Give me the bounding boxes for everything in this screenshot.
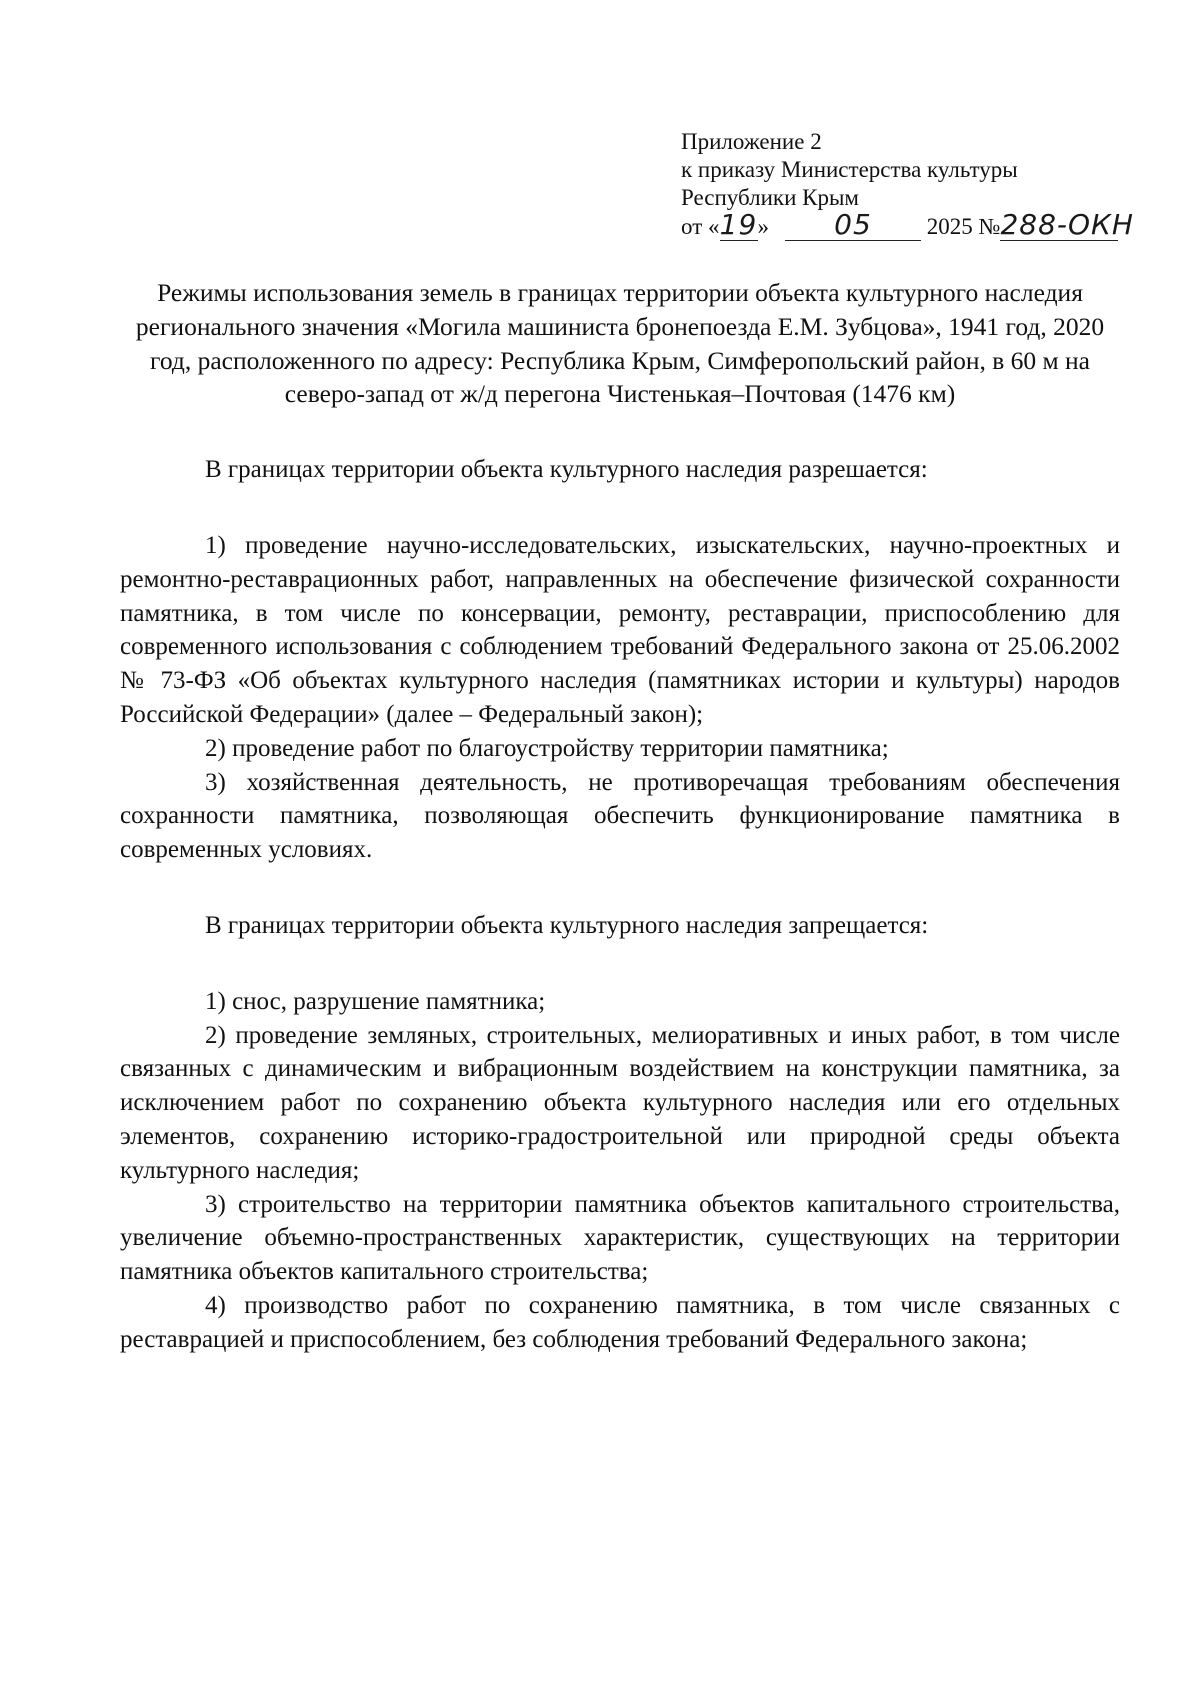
- date-day-handwritten: 19: [719, 208, 758, 241]
- appendix-ministry: к приказу Министерства культуры: [681, 157, 1018, 182]
- date-day-field: [719, 208, 758, 241]
- forbidden-item-2: 2) проведение земляных, строительных, мелиоративных и иных работ, в том числе связанных с динамическим и вибрационным воздействием на конструкции памятника, за исключением работ по сохранению объекта культурного наследия или его отдельных элементов, сохранению историко-градостроительной или природной среды объекта культурного наследия;: [120, 1021, 1120, 1184]
- date-year-label: 2025 №: [926, 214, 1001, 239]
- allowed-item-3: 3) хозяйственная деятельность, не противоречащая требованиям обеспечения сохранности памятника, позволяющая обеспечить функционирование памятника в современных условиях.: [120, 768, 1120, 864]
- order-number-field: [1000, 208, 1134, 241]
- document-body: [120, 276, 1120, 1357]
- appendix-title: Приложение 2: [681, 129, 822, 154]
- allowed-item-2: 2) проведение работ по благоустройству территории памятника;: [205, 734, 889, 762]
- allowed-heading: В границах территории объекта культурного наследия разрешается:: [205, 456, 928, 484]
- forbidden-item-1: 1) снос, разрушение памятника;: [205, 987, 546, 1015]
- allowed-item-1: 1) проведение научно-исследовательских, изыскательских, научно-проектных и ремонтно-реставрационных работ, направленных на обеспечение физической сохранности памятника, в том числе по консервации, ремонту, реставрации, приспособлению для современного использования с соблюдением требований Федерального закона от 25.06.2002 № 73-ФЗ «Об объектах культурного наследия (памятниках истории и культуры) народов Российской Федерации» (далее – Федеральный закон);: [120, 531, 1120, 728]
- forbidden-item-3: 3) строительство на территории памятника объектов капитального строительства, увеличение объемно-пространственных характеристик, существующих на территории памятника объектов капитального строительства;: [120, 1190, 1120, 1286]
- date-mid: »: [757, 214, 769, 239]
- forbidden-heading: В границах территории объекта культурного наследия запрещается:: [205, 911, 929, 939]
- date-month-field: [785, 208, 921, 241]
- order-number-handwritten: 288-ОКН: [1000, 208, 1134, 241]
- date-prefix: от «: [681, 214, 720, 239]
- document-title: Режимы использования земель в границах территории объекта культурного наследия регионального значения «Могила машиниста бронепоезда Е.М. Зубцова», 1941 год, 2020 год, расположенного по адресу: Республика Крым, Симферопольский район, в 60 м на северо-запад от ж/д перегона Чистенькая–Почтовая (1476 км): [135, 278, 1105, 409]
- forbidden-item-4: 4) производство работ по сохранению памятника, в том числе связанных с реставрацией и приспособлением, без соблюдения требований Федерального закона;: [120, 1291, 1120, 1353]
- appendix-republic: Республики Крым: [681, 185, 859, 210]
- date-month-handwritten: 05: [834, 208, 872, 241]
- appendix-block: [681, 128, 1141, 246]
- order-date-line: [681, 208, 1141, 246]
